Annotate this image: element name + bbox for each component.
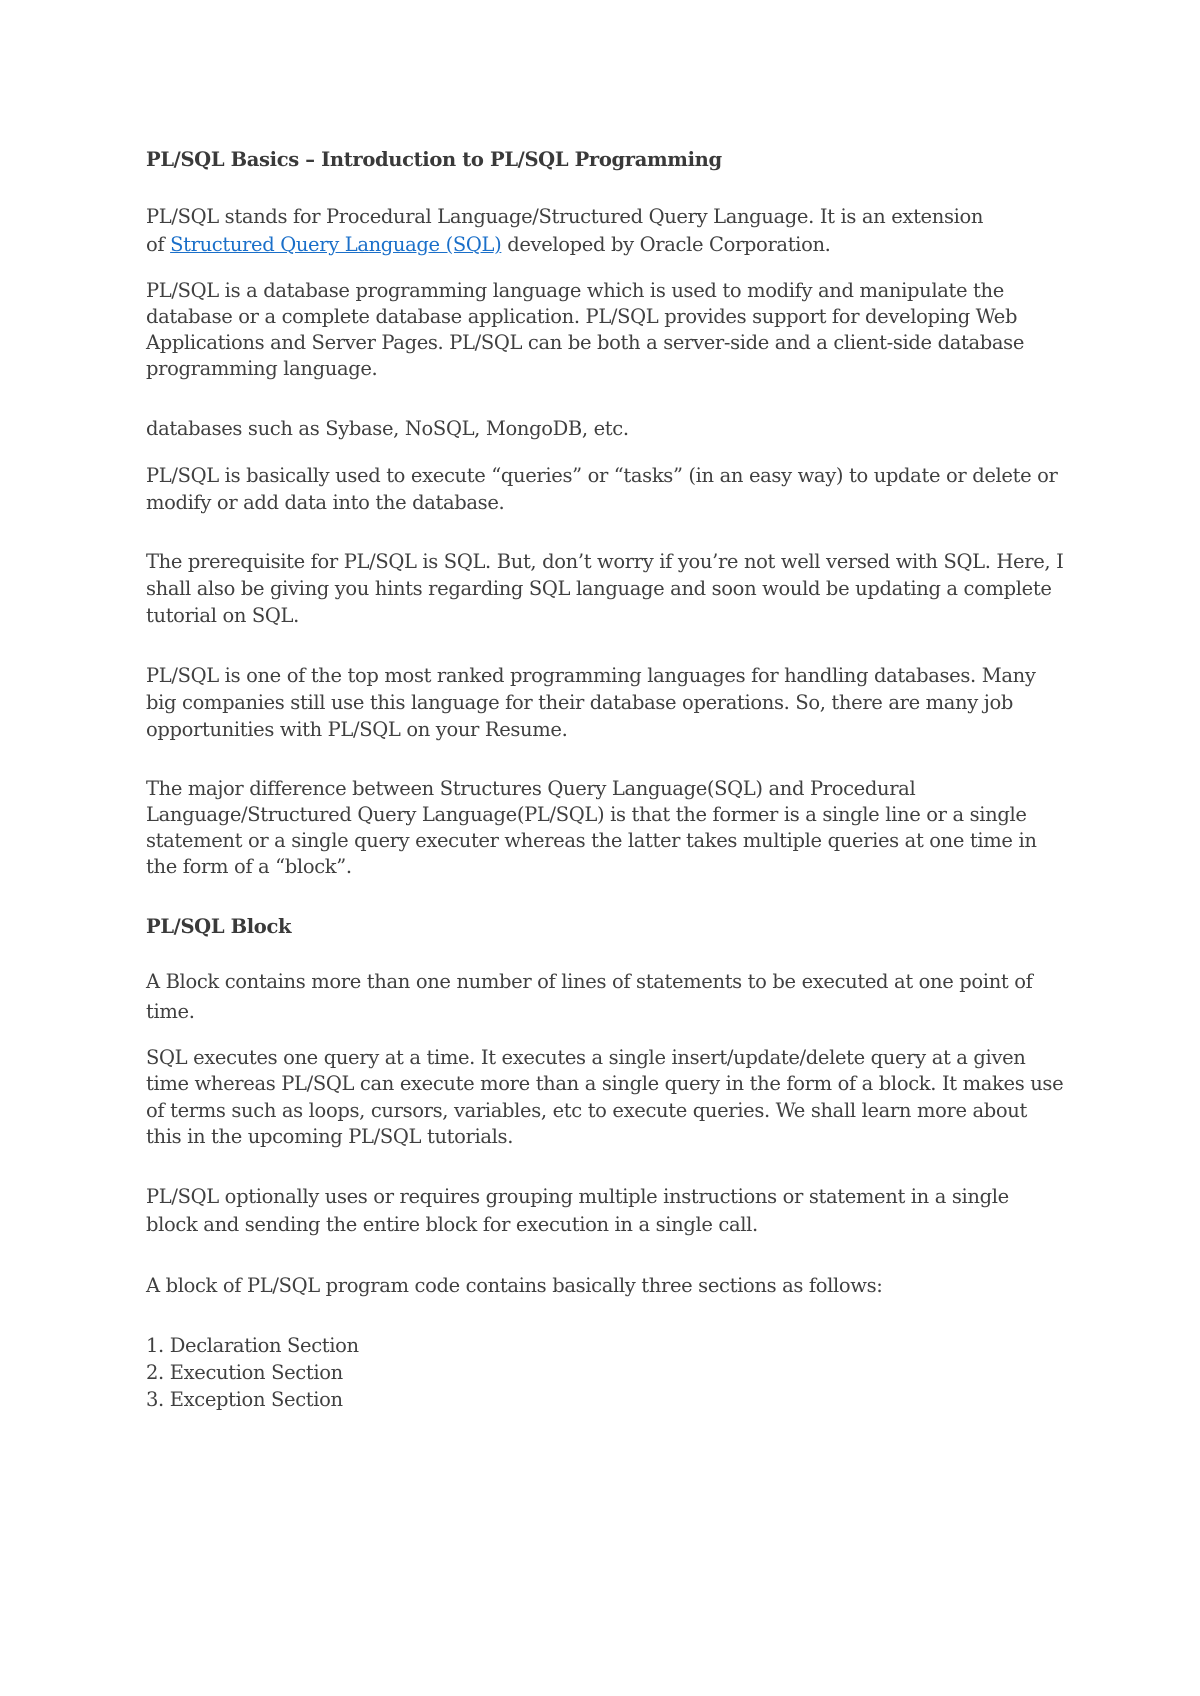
paragraph-ranking: PL/SQL is one of the top most ranked programming languages for handling databases. Many big companies still use this language for their database operations. So, there are many job opportunities with PL/SQL on your Resume. <box>146 664 1036 741</box>
document-page <box>146 146 1066 1413</box>
intro-paragraph <box>146 203 1066 260</box>
paragraph-block-definition: A Block contains more than one number of lines of statements to be executed at one point of time. <box>146 969 1033 1023</box>
paragraph-usage: PL/SQL is basically used to execute “queries” or “tasks” (in an easy way) to update or delete or modify or add data into the database. <box>146 464 1058 514</box>
sections-list <box>146 1332 1066 1413</box>
paragraph-difference: The major difference between Structures Query Language(SQL) and Procedural Language/Structured Query Language(PL/SQL) is that the former is a single line or a single statement or a single query executer whereas the latter takes multiple queries at one time in the form of a “block”. <box>146 777 1037 878</box>
intro-suffix: developed by Oracle Corporation. <box>501 233 831 256</box>
list-item: 3. Exception Section <box>146 1388 343 1411</box>
intro-prefix: of <box>146 233 171 256</box>
section-heading-block: PL/SQL Block <box>146 915 292 938</box>
list-item: 2. Execution Section <box>146 1361 343 1384</box>
list-item: 1. Declaration Section <box>146 1334 359 1357</box>
sql-link[interactable]: Structured Query Language (SQL) <box>170 233 502 256</box>
paragraph-definition: PL/SQL is a database programming language which is used to modify and manipulate the database or a complete database application. PL/SQL provides support for developing Web Applications and Server Pages. PL/SQL can be both a server-side and a client-side database programming language. <box>146 278 1025 380</box>
paragraph-databases: databases such as Sybase, NoSQL, MongoDB, etc. <box>146 416 629 440</box>
paragraph-grouping: PL/SQL optionally uses or requires grouping multiple instructions or statement in a single block and sending the entire block for execution in a single call. <box>146 1184 1009 1236</box>
document-title: PL/SQL Basics – Introduction to PL/SQL Programming <box>146 148 722 171</box>
paragraph-sections-intro: A block of PL/SQL program code contains basically three sections as follows: <box>146 1273 883 1297</box>
intro-line-1: PL/SQL stands for Procedural Language/Structured Query Language. It is an extension <box>146 204 984 228</box>
paragraph-prerequisite: The prerequisite for PL/SQL is SQL. But, don’t worry if you’re not well versed with SQL. Here, I shall also be giving you hints regarding SQL language and soon would be updating a complete tutorial on SQL. <box>146 550 1064 627</box>
paragraph-sql-executes: SQL executes one query at a time. It executes a single insert/update/delete query at a given time whereas PL/SQL can execute more than a single query in the form of a block. It makes use of terms such as loops, cursors, variables, etc to execute queries. We shall learn more about this in the upcoming PL/SQL tutorials. <box>146 1045 1064 1148</box>
